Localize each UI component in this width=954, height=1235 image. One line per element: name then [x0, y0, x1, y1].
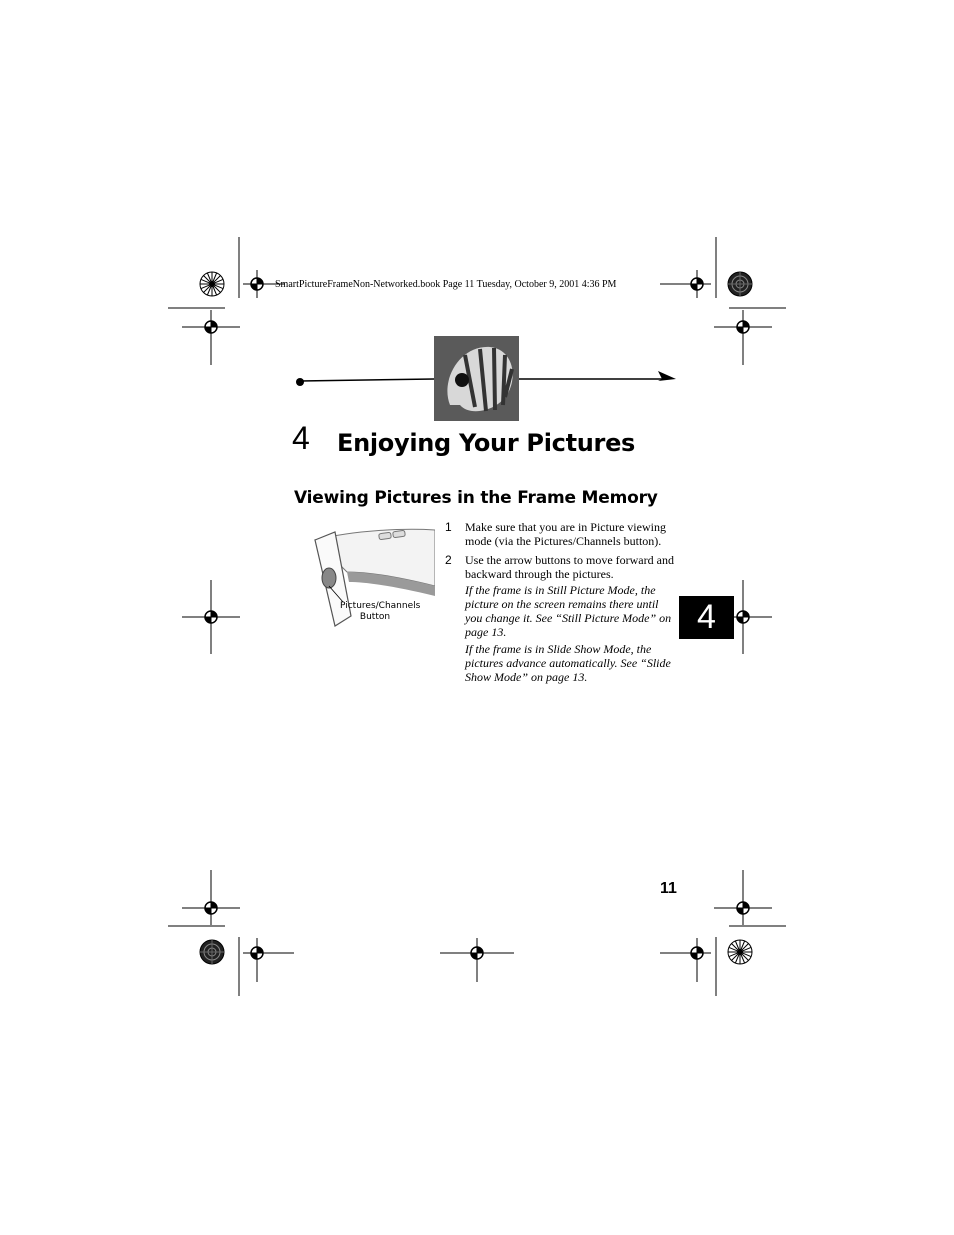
step-text: Use the arrow buttons to move forward and backward through the pictures. [465, 553, 674, 581]
step-2 [445, 553, 677, 581]
step-1 [445, 520, 677, 548]
page-number: 11 [660, 880, 677, 897]
chapter-tab: 4 [679, 596, 734, 639]
figure-callout [340, 601, 421, 623]
step-text: Make sure that you are in Picture viewing mode (via the Pictures/Channels button). [465, 520, 666, 548]
print-slug: SmartPictureFrameNon-Networked.book Page 11 Tuesday, October 9, 2001 4:36 PM [275, 279, 617, 290]
step-number: 1 [445, 520, 452, 534]
chapter-number: 4 [292, 420, 310, 456]
section-title: Viewing Pictures in the Frame Memory [294, 488, 658, 508]
note-slide-show: If the frame is in Slide Show Mode, the pictures advance automatically. See “Slide Show Mode” on page 13. [465, 642, 671, 684]
chapter-title: Enjoying Your Pictures [337, 429, 636, 457]
instruction-steps [445, 520, 677, 687]
chapter-header-graphic [290, 335, 682, 425]
callout-line-2: Button [359, 612, 391, 622]
callout-line-1: Pictures/Channels [340, 601, 421, 611]
pictures-channels-button-icon [322, 568, 336, 588]
note-still-picture: If the frame is in Still Picture Mode, the picture on the screen remains there until you change it. See “Still Picture Mode” on page 13. [465, 583, 672, 639]
step-number: 2 [445, 553, 452, 567]
